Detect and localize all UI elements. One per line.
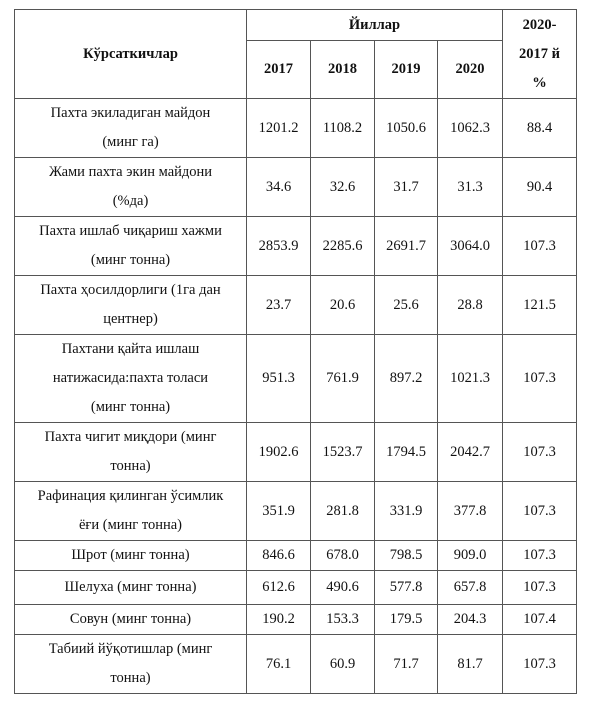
value-cell-2017: 1902.6 xyxy=(247,423,311,482)
value-cell-2019: 577.8 xyxy=(375,571,438,605)
value-cell-2017: 846.6 xyxy=(247,541,311,571)
indicator-text-line-2: тонна) xyxy=(110,458,151,474)
value-cell-2018: 761.9 xyxy=(311,335,375,423)
value-cell-2018: 678.0 xyxy=(311,541,375,571)
indicator-text-line-1: Пахта ишлаб чиқариш хажми xyxy=(39,223,222,239)
value-cell-2018: 490.6 xyxy=(311,571,375,605)
value-cell-2017: 190.2 xyxy=(247,605,311,635)
indicator-cell: Шрот (минг тонна) xyxy=(15,541,247,571)
value-cell-2018: 1523.7 xyxy=(311,423,375,482)
value-cell-2020: 1062.3 xyxy=(438,99,503,158)
value-cell-2020: 204.3 xyxy=(438,605,503,635)
indicator-text-line-1: Табиий йўқотишлар (минг xyxy=(48,641,213,657)
value-cell-2020: 31.3 xyxy=(438,158,503,217)
indicator-text-line-1: Рафинация қилинган ўсимлик xyxy=(37,488,224,504)
indicator-text-line-1: Пахта ҳосилдорлиги (1га дан xyxy=(40,282,221,298)
year-header-2019: 2019 xyxy=(375,41,438,99)
indicator-text-line-2: ёғи (минг тонна) xyxy=(78,517,183,533)
indicator-cell xyxy=(15,276,247,335)
value-cell-2020: 81.7 xyxy=(438,635,503,694)
value-cell-2018: 60.9 xyxy=(311,635,375,694)
value-cell-2019: 31.7 xyxy=(375,158,438,217)
table-row xyxy=(15,276,577,335)
change-header-line-2: 2017 й xyxy=(519,45,561,62)
indicator-cell xyxy=(15,423,247,482)
value-cell-2020: 657.8 xyxy=(438,571,503,605)
table-row xyxy=(15,605,577,635)
indicator-cell: Совун (минг тонна) xyxy=(15,605,247,635)
value-cell-2018: 20.6 xyxy=(311,276,375,335)
indicator-cell: Шелуха (минг тонна) xyxy=(15,571,247,605)
value-cell-2019: 798.5 xyxy=(375,541,438,571)
change-cell: 88.4 xyxy=(503,99,577,158)
year-header-2018: 2018 xyxy=(311,41,375,99)
change-cell: 107.3 xyxy=(503,541,577,571)
value-cell-2018: 32.6 xyxy=(311,158,375,217)
value-cell-2017: 76.1 xyxy=(247,635,311,694)
value-cell-2017: 612.6 xyxy=(247,571,311,605)
indicator-header: Кўрсаткичлар xyxy=(15,10,247,99)
table-row xyxy=(15,158,577,217)
change-header-line-1: 2020- xyxy=(522,16,557,33)
value-cell-2020: 3064.0 xyxy=(438,217,503,276)
indicator-text-line-2: тонна) xyxy=(110,670,151,686)
value-cell-2020: 28.8 xyxy=(438,276,503,335)
indicator-cell xyxy=(15,217,247,276)
change-cell: 90.4 xyxy=(503,158,577,217)
year-header-2020: 2020 xyxy=(438,41,503,99)
cotton-statistics-table xyxy=(14,9,577,694)
indicator-text-line-1: Пахта чигит миқдори (минг xyxy=(44,429,217,445)
change-cell: 107.3 xyxy=(503,635,577,694)
value-cell-2019: 71.7 xyxy=(375,635,438,694)
value-cell-2019: 1050.6 xyxy=(375,99,438,158)
value-cell-2017: 34.6 xyxy=(247,158,311,217)
change-header xyxy=(503,10,577,99)
indicator-text-line-2: натижасида:пахта толаси xyxy=(52,370,209,386)
value-cell-2019: 25.6 xyxy=(375,276,438,335)
value-cell-2018: 1108.2 xyxy=(311,99,375,158)
change-cell: 107.3 xyxy=(503,423,577,482)
value-cell-2020: 909.0 xyxy=(438,541,503,571)
value-cell-2018: 2285.6 xyxy=(311,217,375,276)
year-header-2017: 2017 xyxy=(247,41,311,99)
value-cell-2017: 2853.9 xyxy=(247,217,311,276)
change-cell: 107.4 xyxy=(503,605,577,635)
value-cell-2019: 1794.5 xyxy=(375,423,438,482)
indicator-cell xyxy=(15,99,247,158)
indicator-text-line-2: (минг га) xyxy=(102,134,159,150)
value-cell-2017: 23.7 xyxy=(247,276,311,335)
indicator-text-line-2: (минг тонна) xyxy=(90,252,171,268)
indicator-cell xyxy=(15,335,247,423)
table-row xyxy=(15,541,577,571)
indicator-text-line-2: (%да) xyxy=(112,193,149,209)
value-cell-2019: 331.9 xyxy=(375,482,438,541)
table-row xyxy=(15,217,577,276)
table-row xyxy=(15,571,577,605)
table-row xyxy=(15,99,577,158)
indicator-cell xyxy=(15,482,247,541)
change-cell: 107.3 xyxy=(503,217,577,276)
indicator-cell xyxy=(15,158,247,217)
value-cell-2018: 153.3 xyxy=(311,605,375,635)
value-cell-2017: 951.3 xyxy=(247,335,311,423)
table-row xyxy=(15,635,577,694)
table-row xyxy=(15,482,577,541)
value-cell-2019: 2691.7 xyxy=(375,217,438,276)
change-header-line-3: % xyxy=(532,74,547,91)
indicator-text-line-3: (минг тонна) xyxy=(90,399,171,415)
change-cell: 107.3 xyxy=(503,482,577,541)
value-cell-2019: 179.5 xyxy=(375,605,438,635)
change-cell: 121.5 xyxy=(503,276,577,335)
value-cell-2018: 281.8 xyxy=(311,482,375,541)
value-cell-2017: 351.9 xyxy=(247,482,311,541)
table-row xyxy=(15,423,577,482)
change-cell: 107.3 xyxy=(503,571,577,605)
years-header: Йиллар xyxy=(247,10,503,41)
indicator-text-line-2: центнер) xyxy=(103,311,158,327)
value-cell-2020: 2042.7 xyxy=(438,423,503,482)
indicator-text-line-1: Пахтани қайта ишлаш xyxy=(61,341,200,357)
indicator-text-line-1: Пахта экиладиган майдон xyxy=(50,105,211,121)
change-cell: 107.3 xyxy=(503,335,577,423)
table-row xyxy=(15,335,577,423)
value-cell-2020: 377.8 xyxy=(438,482,503,541)
indicator-text-line-1: Жами пахта экин майдони xyxy=(48,164,213,180)
value-cell-2020: 1021.3 xyxy=(438,335,503,423)
value-cell-2017: 1201.2 xyxy=(247,99,311,158)
indicator-cell xyxy=(15,635,247,694)
value-cell-2019: 897.2 xyxy=(375,335,438,423)
